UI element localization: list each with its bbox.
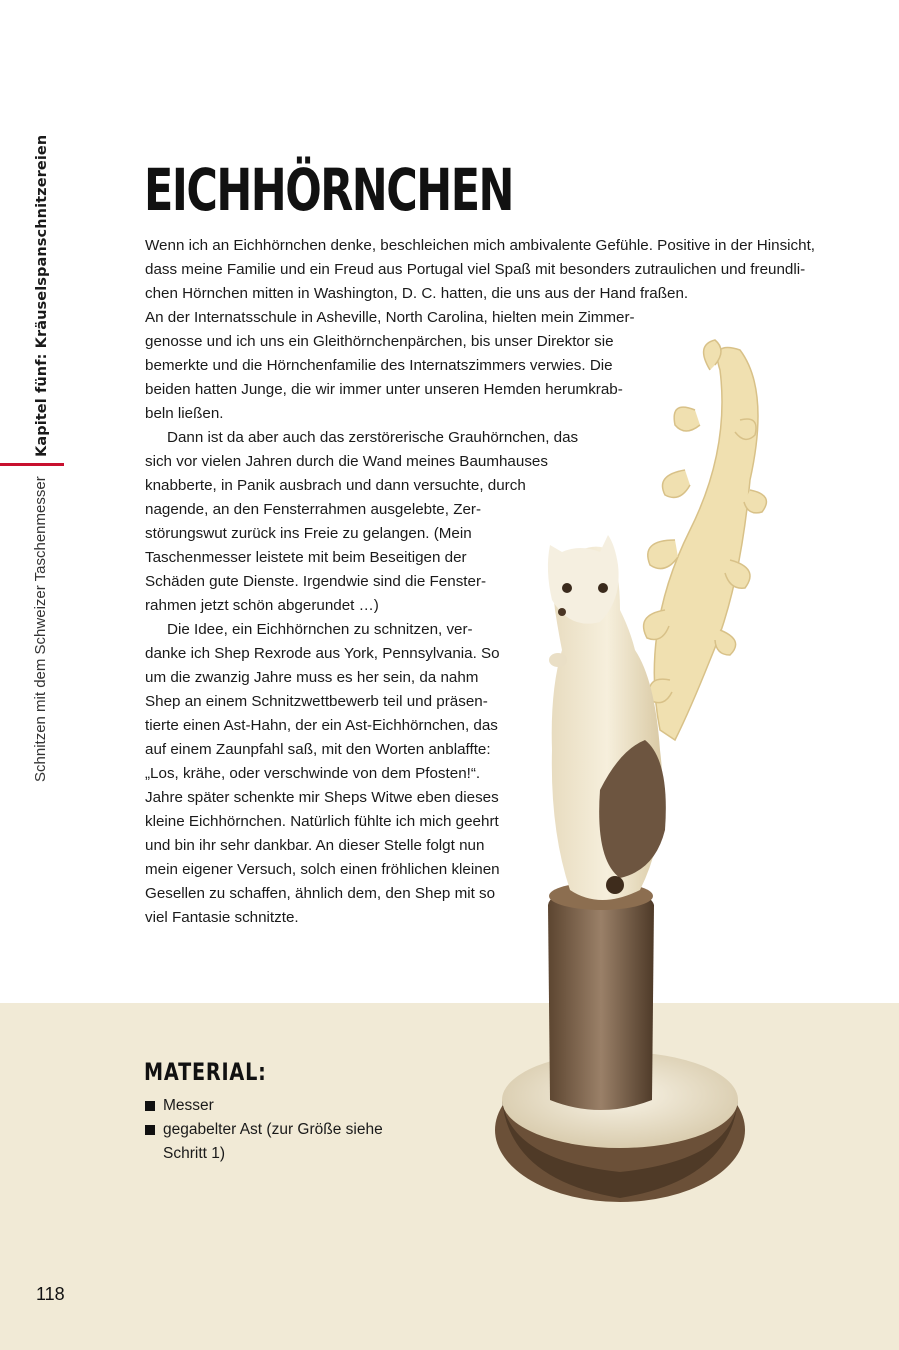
body-line: sich vor vielen Jahren durch die Wand meines Baumhauses [145,453,548,470]
body-line: knabberte, in Panik ausbrach und dann versuchte, durch [145,477,526,494]
body-line: danke ich Shep Rexrode aus York, Pennsylvania. So [145,645,500,662]
curled-tail-shavings [644,340,767,740]
body-line: An der Internatsschule in Asheville, North Carolina, hielten mein Zimmer- [145,309,635,326]
body-line: viel Fantasie schnitzte. [145,909,299,926]
square-bullet-icon [145,1101,155,1111]
square-bullet-icon [145,1125,155,1135]
body-line: genosse und ich uns ein Gleithörnchenpärchen, bis unser Direktor sie [145,333,614,350]
chapter-marker-bar [0,463,64,466]
body-line: Wenn ich an Eichhörnchen denke, beschleichen mich ambivalente Gefühle. Positive in der Hinsicht, [145,237,816,254]
material-item [145,1118,393,1166]
material-list [145,1094,393,1166]
body-line: Schäden gute Dienste. Irgendwie sind die Fenster- [145,573,487,590]
body-line: Gesellen zu schaffen, ähnlich dem, den Shep mit so [145,885,496,902]
body-line: chen Hörnchen mitten in Washington, D. C. hatten, die uns aus der Hand fraßen. [145,285,689,302]
running-head-book-title: Schnitzen mit dem Schweizer Taschenmesser [32,476,49,782]
running-head-chapter: Kapitel fünf: Kräuselspanschnitzereien [34,134,50,457]
body-line: bemerkte und die Hörnchenfamilie des Internatszimmers verwies. Die [145,357,613,374]
body-line: Shep an einem Schnitzwettbewerb teil und präsen- [145,693,488,710]
squirrel-carving-photo [470,330,770,1220]
body-line: störungswut zurück ins Freie zu gelangen. (Mein [145,525,472,542]
body-line: um die zwanzig Jahre muss es her sein, da nahm [145,669,479,686]
body-line: kleine Eichhörnchen. Natürlich fühlte ich mich geehrt [145,813,499,830]
body-line: nagende, an den Fensterrahmen ausgelebte, Zer- [145,501,482,518]
material-heading: MATERIAL: [144,1058,267,1086]
body-line: Jahre später schenkte mir Sheps Witwe eben dieses [145,789,499,806]
left-eye [562,583,572,593]
body-line: und bin ihr sehr dankbar. An dieser Stelle folgt nun [145,837,485,854]
body-line: auf einem Zaunpfahl saß, mit den Worten anblaffte: [145,741,491,758]
right-eye [598,583,608,593]
page-title: EICHHÖRNCHEN [144,156,513,224]
body-line: mein eigener Versuch, solch einen fröhlichen kleinen [145,861,500,878]
body-line: Die Idee, ein Eichhörnchen zu schnitzen, ver- [167,621,473,638]
body-line: „Los, krähe, oder verschwinde von dem Pfosten!“. [145,765,481,782]
body-line: beln ließen. [145,405,224,422]
body-line: rahmen jetzt schön abgerundet …) [145,597,379,614]
body-line: tierte einen Ast-Hahn, der ein Ast-Eichhörnchen, das [145,717,498,734]
material-item [145,1094,393,1118]
body-line: Taschenmesser leistete mit beim Beseitigen der [145,549,467,566]
body-line: beiden hatten Junge, die wir immer unter unseren Hemden herumkrab- [145,381,623,398]
log-post [548,886,654,1110]
page-number: 118 [36,1284,65,1304]
material-item-text: Messer [163,1097,214,1114]
material-item-text: gegabelter Ast (zur Größe siehe Schritt 1) [163,1121,383,1162]
body-line: Dann ist da aber auch das zerstörerische Grauhörnchen, das [167,429,579,446]
body-line: dass meine Familie und ein Freud aus Portugal viel Spaß mit besonders zutraulichen und freundli- [145,261,806,278]
